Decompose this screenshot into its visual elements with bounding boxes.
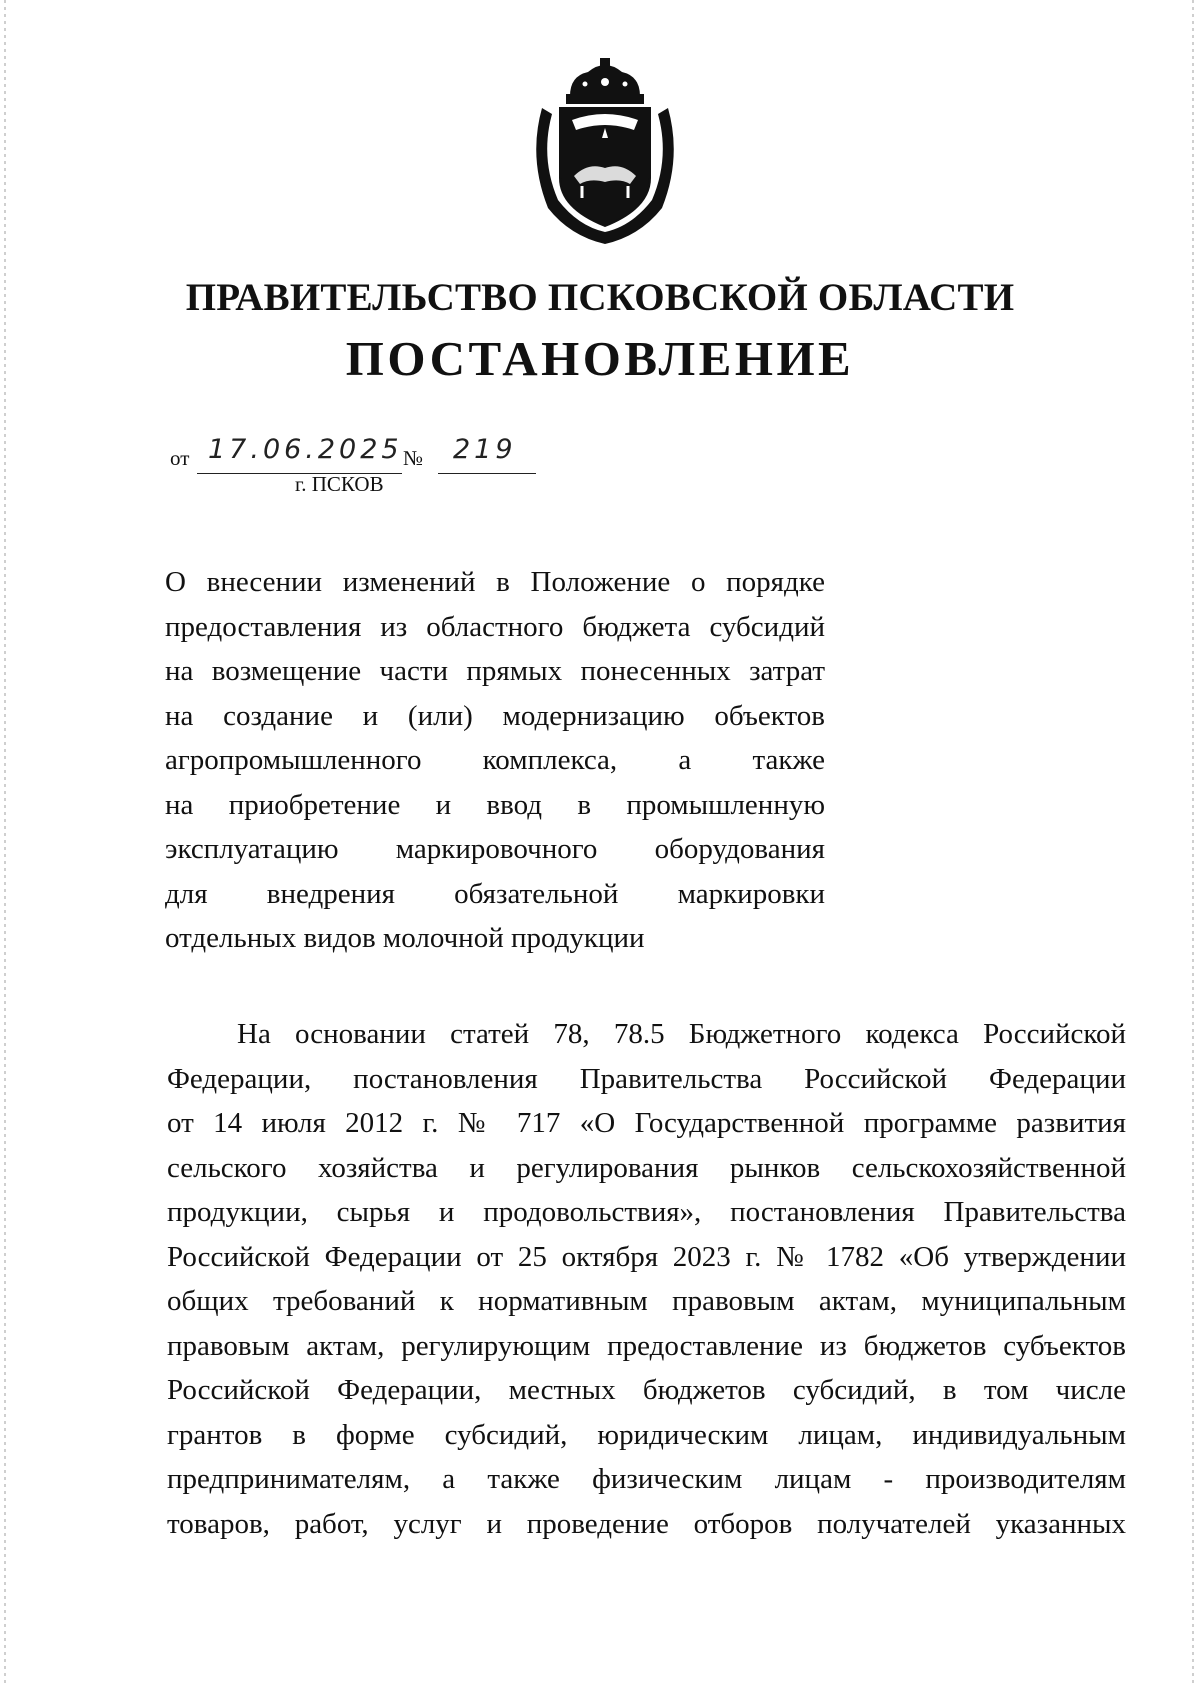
scan-edge-left [4,0,6,1686]
subject-line: О внесении изменений в Положение о порядке [165,566,825,598]
body-line: грантов в форме субсидий, юридическим лицам, индивидуальным [167,1418,1126,1451]
handwritten-number: 219 [453,434,517,465]
body-paragraph [167,1012,1126,1546]
body-line: продукции, сырья и продовольствия», постановления Правительства [167,1196,1126,1228]
subject-line: отдельных видов молочной продукции [165,922,645,954]
body-line: товаров, работ, услуг и проведение отборов получателей указанных [167,1507,1126,1540]
scan-edge-right [1192,0,1194,1686]
from-label: от [170,446,190,470]
date-number-line [170,434,570,472]
subject-line: на создание и (или) модернизацию объектов [165,699,825,732]
body-line: от 14 июля 2012 г. № 717 «О Государственной программе развития [167,1107,1126,1139]
body-line: сельского хозяйства и регулирования рынков сельскохозяйственной [167,1151,1126,1184]
number-underline [438,473,536,474]
authority-title: ПРАВИТЕЛЬСТВО ПСКОВСКОЙ ОБЛАСТИ [185,276,1015,319]
body-line: Российской Федерации, местных бюджетов субсидий, в том числе [167,1374,1126,1406]
body-line: предпринимателям, а также физическим лицам - производителям [167,1463,1126,1495]
subject-line: эксплуатацию маркировочного оборудования [165,833,825,865]
handwritten-date: 17.06.2025 [208,434,403,465]
body-line: Российской Федерации от 25 октября 2023 г. № 1782 «Об утверждении [167,1240,1126,1273]
document-type-title: ПОСТАНОВЛЕНИЕ [345,331,855,386]
document-subject [165,560,825,961]
body-line: На основании статей 78, 78.5 Бюджетного кодекса Российской [237,1018,1126,1050]
subject-line: для внедрения обязательной маркировки [165,877,825,910]
subject-line: на приобретение и ввод в промышленную [165,788,825,821]
crown-icon [566,58,644,104]
subject-line: агропромышленного комплекса, а также [165,744,825,776]
subject-line: предоставления из областного бюджета субсидий [165,610,825,643]
body-line: общих требований к нормативным правовым актам, муниципальным [167,1285,1126,1317]
number-label: № [403,446,424,470]
city-label: г. ПСКОВ [295,472,384,496]
pskov-coat-of-arms-icon [530,58,680,248]
subject-line: на возмещение части прямых понесенных затрат [165,655,825,687]
body-line: Федерации, постановления Правительства Российской Федерации [167,1062,1126,1095]
body-line: правовым актам, регулирующим предоставление из бюджетов субъектов [167,1329,1126,1362]
